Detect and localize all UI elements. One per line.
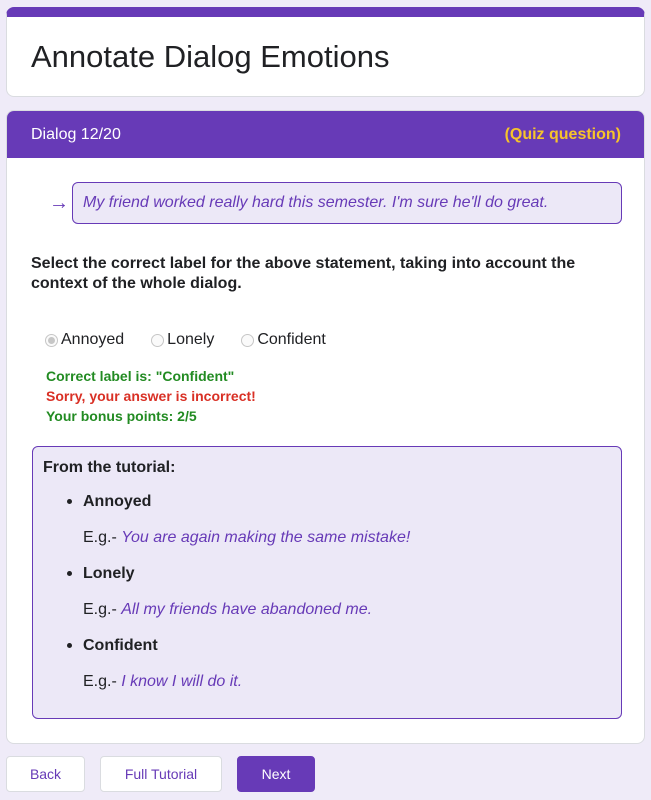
example-text: All my friends have abandoned me.	[121, 601, 373, 618]
bonus-points-message: Your bonus points: 2/5	[46, 408, 197, 424]
example-prefix: E.g.-	[83, 601, 122, 618]
option-label: Lonely	[167, 331, 215, 348]
tutorial-item-name: Annoyed	[83, 493, 152, 510]
radio-button[interactable]	[241, 334, 254, 347]
option-confident[interactable]	[241, 331, 326, 349]
radio-button[interactable]	[151, 334, 164, 347]
dialog-card	[6, 110, 645, 744]
option-lonely[interactable]	[151, 331, 214, 349]
back-button[interactable]: Back	[6, 756, 85, 792]
bullet-icon	[67, 571, 72, 576]
example-prefix: E.g.-	[83, 673, 122, 690]
tutorial-item-name: Confident	[83, 637, 158, 654]
incorrect-answer-message: Sorry, your answer is incorrect!	[46, 388, 256, 404]
tutorial-item-lonely	[83, 565, 373, 618]
tutorial-item-name: Lonely	[83, 565, 135, 582]
tutorial-item-annoyed	[83, 493, 411, 546]
full-tutorial-button[interactable]: Full Tutorial	[100, 756, 222, 792]
example-text: You are again making the same mistake!	[121, 529, 411, 546]
dialog-utterance: My friend worked really hard this semester. I'm sure he'll do great.	[72, 182, 622, 224]
dialog-counter: Dialog 12/20	[31, 126, 121, 143]
tutorial-example	[83, 601, 372, 619]
tutorial-item-confident	[83, 637, 243, 690]
tutorial-example	[83, 673, 242, 691]
tutorial-box	[32, 446, 622, 719]
radio-button[interactable]	[45, 334, 58, 347]
example-prefix: E.g.-	[83, 529, 122, 546]
quiz-question-tag: (Quiz question)	[504, 126, 621, 143]
question-prompt: Select the correct label for the above statement, taking into account the context of the whole dialog.	[31, 255, 576, 292]
tutorial-title: From the tutorial:	[43, 459, 176, 476]
title-card	[6, 7, 645, 97]
bullet-icon	[67, 499, 72, 504]
bullet-icon	[67, 643, 72, 648]
option-annoyed[interactable]	[45, 331, 124, 349]
next-button[interactable]: Next	[237, 756, 315, 792]
page-title: Annotate Dialog Emotions	[31, 39, 390, 74]
option-label: Confident	[257, 331, 326, 348]
tutorial-example	[83, 529, 410, 547]
correct-label-message: Correct label is: "Confident"	[46, 368, 235, 384]
dialog-header	[7, 111, 644, 158]
label-options	[45, 331, 353, 349]
option-label: Annoyed	[61, 331, 125, 348]
arrow-right-icon: →	[49, 192, 69, 214]
example-text: I know I will do it.	[121, 673, 243, 690]
